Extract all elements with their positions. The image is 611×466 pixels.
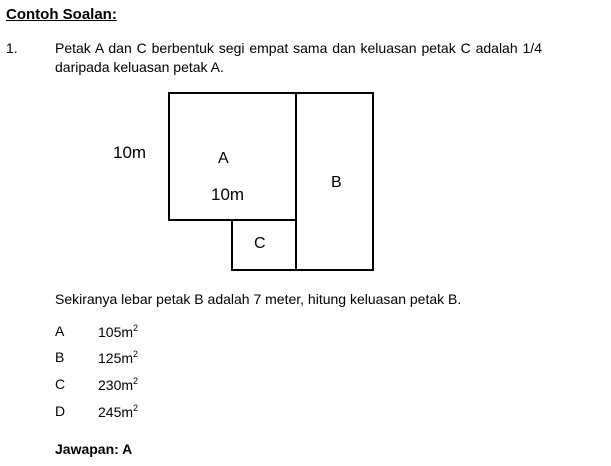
side-length-label: 10m [113, 143, 147, 162]
square-a-width-label: 10m [211, 185, 245, 204]
option-exponent: 2 [133, 323, 139, 333]
option-exponent: 2 [133, 376, 139, 386]
page-heading: Contoh Soalan: [6, 6, 117, 23]
option-value: 125m [98, 350, 134, 366]
question-text-line-1: Petak A dan C berbentuk segi empat sama dan keluasan petak C adalah 1/4 [55, 40, 542, 56]
square-c-label: C [254, 235, 266, 252]
sub-question: Sekiranya lebar petak B adalah 7 meter, hitung keluasan petak B. [55, 291, 462, 307]
option-letter: A [55, 323, 65, 339]
square-a-label: A [218, 150, 229, 167]
question-text-line-2: daripada keluasan petak A. [55, 59, 224, 75]
answer-text: Jawapan: A [55, 441, 133, 457]
option-value: 245m [98, 404, 134, 420]
option-value: 230m [98, 377, 134, 393]
option-exponent: 2 [133, 403, 139, 413]
option-exponent: 2 [133, 349, 139, 359]
option-letter: C [55, 376, 66, 392]
rectangle-b-label: B [331, 174, 342, 191]
option-letter: B [55, 349, 65, 365]
squares-diagram [100, 85, 390, 280]
diagram-lines [100, 85, 390, 280]
option-letter: D [55, 403, 66, 419]
option-value: 105m [98, 324, 134, 340]
question-number: 1. [6, 40, 18, 56]
